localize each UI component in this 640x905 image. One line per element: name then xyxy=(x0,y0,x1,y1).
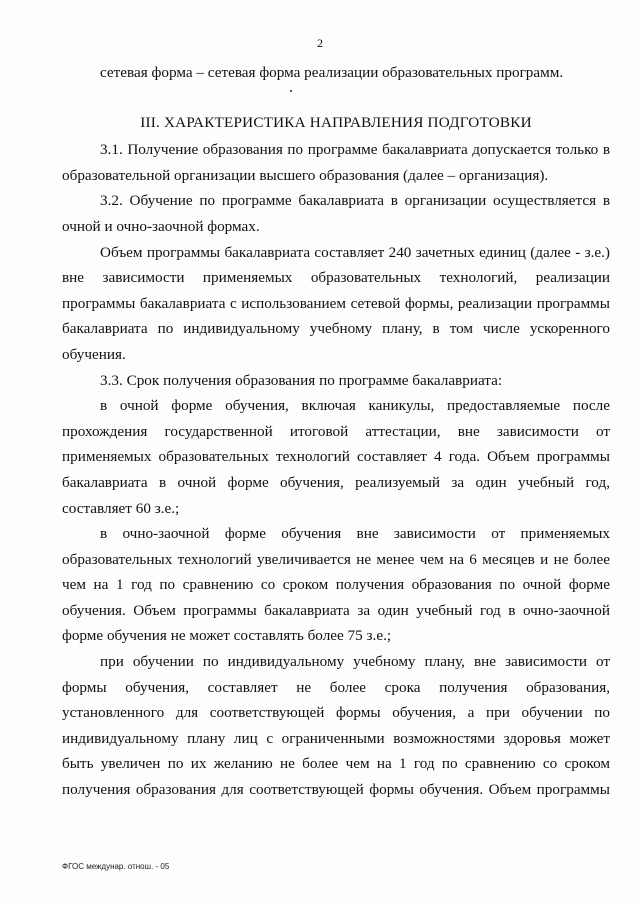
paragraph-volume: Объем программы бакалавриата составляет 240 зачетных единиц (далее - з.е.) вне зависимости применяемых образовательных технологий, реализации программы бакалавриата с использованием сетевой формы, реализации программы бакалавриата по индивидуальному учебному плану, в том числе ускоренного обучения. xyxy=(62,243,610,363)
paragraph-3-2: 3.2. Обучение по программе бакалавриата в организации осуществляется в очной и очно-заочной формах. xyxy=(62,192,610,235)
page-number: 2 xyxy=(317,36,323,50)
paragraph-3-1: 3.1. Получение образования по программе бакалавриата допускается только в образовательной организации высшего образования (далее – организация). xyxy=(62,141,610,184)
document-body xyxy=(62,58,610,803)
paragraph-individual-plan: при обучении по индивидуальному учебному плану, вне зависимости от формы обучения, составляет не более срока получения образования, установленного для соответствующей формы обучения, а при обучении по индивидуальному плану лиц с ограниченными возможностями здоровья может быть увеличен по их желанию не более чем на 1 год по сравнению со сроком получения образования для соответствующей формы обучения. Объем программы xyxy=(62,653,610,799)
stray-dot xyxy=(62,86,610,104)
paragraph-full-time: в очной форме обучения, включая каникулы, предоставляемые после прохождения государственной итоговой аттестации, вне зависимости от применяемых образовательных технологий составляет 4 года. Объем программы бакалавриата в очной форме обучения, реализуемый за один учебный год, составляет 60 з.е.; xyxy=(62,397,610,517)
intro-line: сетевая форма – сетевая форма реализации образовательных программ. xyxy=(100,64,564,81)
footer-note: ФГОС междунар. отнош. - 05 xyxy=(62,862,170,871)
paragraph-part-time: в очно-заочной форме обучения вне зависимости от применяемых образовательных технологий увеличивается не менее чем на 6 месяцев и не более чем на 1 год по сравнению со сроком получения образования по очной форме обучения. Объем программы бакалавриата за один учебный год в очно-заочной форме обучения не может составлять более 75 з.е.; xyxy=(62,525,610,645)
section-heading: III. ХАРАКТЕРИСТИКА НАПРАВЛЕНИЯ ПОДГОТОВКИ xyxy=(140,113,532,131)
paragraph-3-3: 3.3. Срок получения образования по программе бакалавриата: xyxy=(100,371,503,389)
